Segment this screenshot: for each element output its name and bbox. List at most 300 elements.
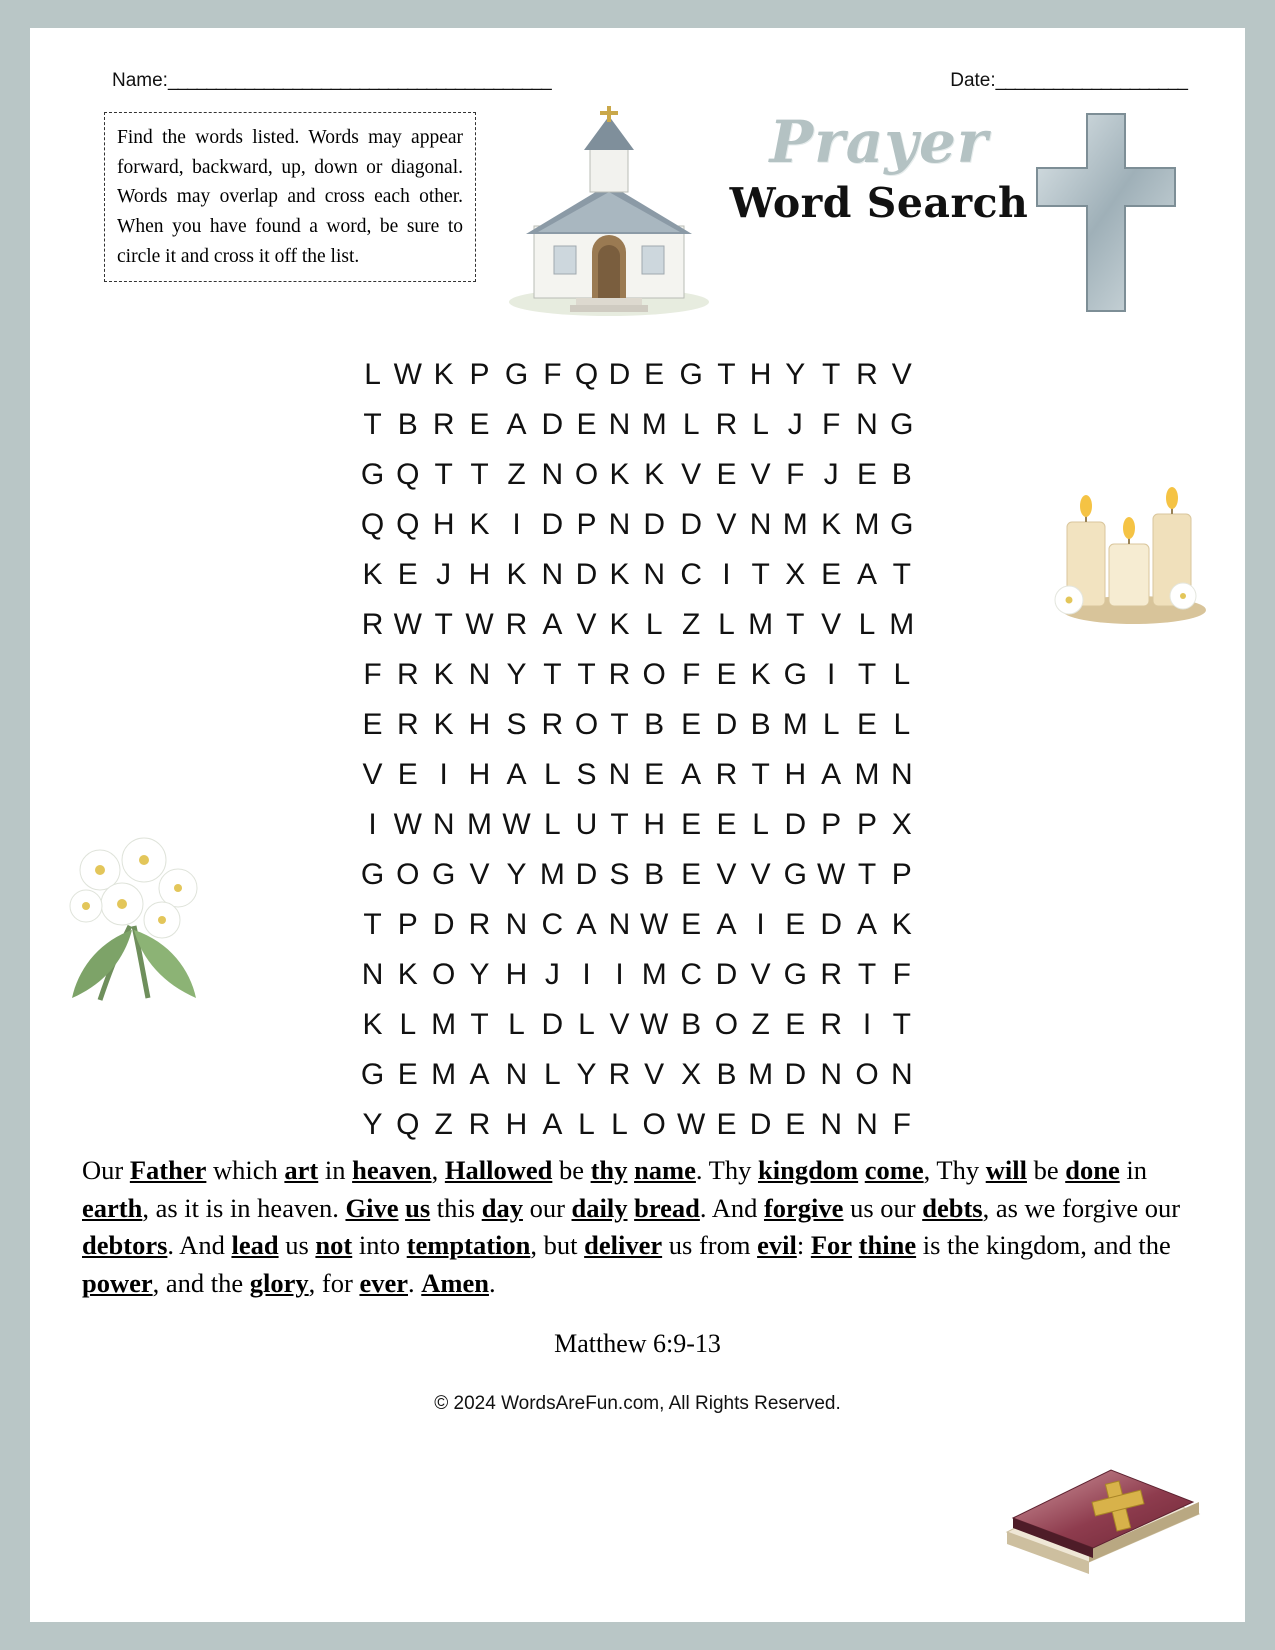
grid-cell[interactable]: A xyxy=(857,558,878,591)
grid-cell[interactable]: M xyxy=(748,1058,774,1091)
grid-cell[interactable]: Z xyxy=(751,1008,770,1041)
grid-cell[interactable]: K xyxy=(433,708,454,741)
grid-cell[interactable]: J xyxy=(544,958,560,991)
grid-cell[interactable]: G xyxy=(890,408,914,441)
grid-cell[interactable]: R xyxy=(468,1108,491,1141)
grid-cell[interactable]: W xyxy=(677,1108,706,1141)
grid-cell[interactable]: D xyxy=(715,708,738,741)
grid-cell[interactable]: A xyxy=(542,608,563,641)
grid-cell[interactable]: X xyxy=(681,1058,702,1091)
verse-keyword: art xyxy=(284,1155,319,1185)
grid-cell[interactable]: E xyxy=(785,908,806,941)
verse-fragment: . xyxy=(488,1267,496,1298)
grid-cell[interactable]: E xyxy=(644,358,665,391)
verse-keyword: daily xyxy=(571,1192,628,1223)
grid-cell[interactable]: R xyxy=(361,608,384,641)
grid-cell[interactable]: N xyxy=(505,908,528,941)
grid-cell[interactable]: T xyxy=(363,908,382,941)
grid-cell[interactable]: W xyxy=(393,808,422,841)
grid-cell[interactable]: F xyxy=(786,458,805,491)
verse-fragment: into xyxy=(352,1230,407,1261)
grid-cell[interactable]: K xyxy=(609,608,630,641)
grid-cell[interactable]: V xyxy=(750,858,771,891)
grid-cell[interactable]: Y xyxy=(785,358,806,391)
grid-cell[interactable]: G xyxy=(783,858,807,891)
grid-cell[interactable]: M xyxy=(748,608,774,641)
grid-cell[interactable]: O xyxy=(714,1008,739,1041)
grid-cell[interactable]: A xyxy=(821,758,842,791)
worksheet-sheet xyxy=(30,28,1245,1622)
grid-cell[interactable]: N xyxy=(541,558,564,591)
grid-cell[interactable]: R xyxy=(608,658,631,691)
grid-cell[interactable]: G xyxy=(783,958,807,991)
grid-cell[interactable]: R xyxy=(820,1008,842,1041)
grid-cell[interactable]: R xyxy=(820,958,842,991)
grid-cell[interactable]: X xyxy=(891,808,912,841)
grid-cell[interactable]: N xyxy=(856,1108,878,1141)
grid-cell[interactable]: Q xyxy=(574,358,599,391)
grid-cell[interactable]: G xyxy=(360,1058,385,1091)
grid-cell[interactable]: D xyxy=(608,358,631,391)
date-field[interactable] xyxy=(950,70,1187,92)
puzzle-area xyxy=(74,350,1201,1150)
grid-cell[interactable]: T xyxy=(857,958,877,991)
grid-cell[interactable]: O xyxy=(574,458,599,491)
grid-cell[interactable]: G xyxy=(783,658,807,691)
grid-cell[interactable]: L xyxy=(893,658,911,691)
grid-cell[interactable]: D xyxy=(575,558,598,591)
grid-cell[interactable]: U xyxy=(575,808,598,841)
grid-cell[interactable]: W xyxy=(393,608,422,641)
grid-cell[interactable]: F xyxy=(892,1108,911,1141)
grid-cell[interactable]: L xyxy=(578,1008,595,1041)
grid-cell[interactable]: E xyxy=(681,858,702,891)
grid-cell[interactable]: T xyxy=(857,858,877,891)
verse-keyword: kingdom xyxy=(757,1155,859,1185)
grid-cell[interactable]: E xyxy=(716,808,737,841)
grid-cell[interactable]: R xyxy=(505,608,528,641)
grid-cell[interactable]: N xyxy=(749,508,772,541)
grid-cell[interactable]: F xyxy=(892,958,911,991)
grid-cell[interactable]: M xyxy=(854,758,880,791)
grid-cell[interactable]: A xyxy=(469,1058,490,1091)
grid-cell[interactable]: P xyxy=(469,358,490,391)
grid-cell[interactable]: N xyxy=(820,1058,842,1091)
grid-cell[interactable]: B xyxy=(891,458,912,491)
grid-cell[interactable]: G xyxy=(431,858,456,891)
grid-cell[interactable]: H xyxy=(505,1108,528,1141)
grid-cell[interactable]: N xyxy=(608,908,631,941)
grid-cell[interactable]: M xyxy=(467,808,493,841)
grid-cell[interactable]: N xyxy=(890,758,913,791)
grid-cell[interactable]: J xyxy=(823,458,839,491)
name-rule: ________________________________________ xyxy=(167,70,551,91)
grid-cell[interactable]: N xyxy=(541,458,564,491)
grid-cell[interactable]: L xyxy=(611,1108,628,1141)
instructions-box xyxy=(104,112,476,282)
grid-cell[interactable]: T xyxy=(892,558,911,591)
grid-cell[interactable]: V xyxy=(750,958,771,991)
verse-keyword: Hallowed xyxy=(444,1155,553,1185)
grid-cell[interactable]: R xyxy=(856,358,878,391)
grid-cell[interactable]: E xyxy=(821,558,842,591)
grid-cell[interactable]: V xyxy=(716,858,737,891)
grid-cell[interactable]: N xyxy=(608,508,631,541)
verse-fragment: our xyxy=(522,1192,572,1223)
grid-cell[interactable]: G xyxy=(504,358,529,391)
grid-cell[interactable]: A xyxy=(506,758,527,791)
grid-cell[interactable]: H xyxy=(643,808,666,841)
grid-cell[interactable]: K xyxy=(821,508,842,541)
grid-cell[interactable]: O xyxy=(431,958,456,991)
grid-cell[interactable]: I xyxy=(862,1008,872,1041)
grid-cell[interactable]: E xyxy=(681,708,702,741)
verse-keyword: heaven xyxy=(352,1155,432,1185)
grid-cell[interactable]: K xyxy=(362,558,383,591)
grid-cell[interactable]: V xyxy=(891,358,912,391)
grid-cell[interactable]: A xyxy=(576,908,597,941)
grid-cell[interactable]: O xyxy=(855,1058,879,1091)
grid-cell[interactable]: I xyxy=(615,958,624,991)
grid-cell[interactable]: L xyxy=(544,808,561,841)
grid-cell[interactable]: H xyxy=(468,558,491,591)
grid-cell[interactable]: T xyxy=(434,608,453,641)
grid-cell[interactable]: C xyxy=(680,958,703,991)
grid-cell[interactable]: B xyxy=(397,408,418,441)
grid-cell[interactable]: C xyxy=(541,908,564,941)
grid-cell[interactable]: Y xyxy=(469,958,490,991)
grid-cell[interactable]: V xyxy=(750,458,771,491)
grid-cell[interactable]: E xyxy=(716,658,737,691)
grid-cell[interactable]: D xyxy=(749,1108,772,1141)
verse-fragment: . And xyxy=(699,1192,764,1223)
grid-cell[interactable]: M xyxy=(782,508,808,541)
grid-cell[interactable]: H xyxy=(432,508,455,541)
grid-cell[interactable]: V xyxy=(821,608,842,641)
grid-cell[interactable]: E xyxy=(681,808,702,841)
grid-cell[interactable]: K xyxy=(644,458,665,491)
grid-cell[interactable]: Q xyxy=(396,508,420,541)
grid-cell[interactable]: L xyxy=(544,758,561,791)
grid-cell[interactable]: F xyxy=(821,408,841,441)
grid-cell[interactable]: K xyxy=(433,358,454,391)
flowers-icon xyxy=(48,830,218,1005)
grid-row xyxy=(356,400,920,450)
grid-cell[interactable]: M xyxy=(431,1008,457,1041)
grid-cell[interactable]: W xyxy=(393,358,422,391)
grid-cell[interactable]: G xyxy=(360,458,385,491)
grid-cell[interactable]: H xyxy=(468,758,491,791)
grid-cell[interactable]: X xyxy=(785,558,806,591)
grid-cell[interactable]: V xyxy=(576,608,597,641)
grid-cell[interactable]: M xyxy=(854,508,880,541)
grid-cell[interactable]: L xyxy=(858,608,876,641)
grid-cell[interactable]: V xyxy=(716,508,737,541)
grid-row xyxy=(356,1000,920,1050)
grid-cell[interactable]: L xyxy=(364,358,381,391)
grid-cell[interactable]: D xyxy=(432,908,455,941)
grid-cell[interactable]: V xyxy=(469,858,490,891)
grid-cell[interactable]: A xyxy=(681,758,702,791)
verse-fragment: in xyxy=(1119,1155,1147,1185)
grid-cell[interactable]: E xyxy=(716,1108,737,1141)
grid-cell[interactable]: Y xyxy=(506,658,527,691)
date-label: Date: xyxy=(950,70,996,91)
grid-cell[interactable]: E xyxy=(644,758,665,791)
grid-cell[interactable]: C xyxy=(680,558,703,591)
grid-cell[interactable]: M xyxy=(782,708,808,741)
grid-cell[interactable]: T xyxy=(577,658,596,691)
grid-cell[interactable]: I xyxy=(439,758,448,791)
grid-cell[interactable]: M xyxy=(641,958,667,991)
grid-cell[interactable]: N xyxy=(890,1058,913,1091)
grid-cell[interactable]: K xyxy=(891,908,912,941)
grid-cell[interactable]: T xyxy=(610,708,629,741)
grid-cell[interactable]: S xyxy=(576,758,597,791)
grid-cell[interactable]: O xyxy=(574,708,599,741)
grid-cell[interactable]: Q xyxy=(396,1108,420,1141)
grid-cell[interactable]: D xyxy=(541,508,564,541)
grid-cell[interactable]: W xyxy=(640,1008,669,1041)
grid-cell[interactable]: Y xyxy=(576,1058,597,1091)
grid-cell[interactable]: V xyxy=(681,458,702,491)
grid-cell[interactable]: P xyxy=(576,508,597,541)
grid-cell[interactable]: R xyxy=(715,758,738,791)
grid-cell[interactable]: E xyxy=(681,908,702,941)
grid-cell[interactable]: B xyxy=(716,1058,737,1091)
grid-cell[interactable]: Z xyxy=(434,1108,453,1141)
grid-cell[interactable]: N xyxy=(432,808,455,841)
grid-cell[interactable]: D xyxy=(541,408,564,441)
grid-cell[interactable]: E xyxy=(469,408,490,441)
grid-cell[interactable]: R xyxy=(608,1058,631,1091)
grid-cell[interactable]: K xyxy=(609,558,630,591)
grid-cell[interactable]: N xyxy=(608,758,631,791)
header-block xyxy=(74,106,1201,346)
grid-cell[interactable]: H xyxy=(468,708,491,741)
verse-fragment: , xyxy=(431,1155,445,1185)
grid-cell[interactable]: K xyxy=(609,458,630,491)
title-block xyxy=(714,108,1044,227)
grid-cell[interactable]: Z xyxy=(682,608,701,641)
grid-cell[interactable]: T xyxy=(543,658,562,691)
grid-cell[interactable]: M xyxy=(889,608,915,641)
grid-cell[interactable]: J xyxy=(436,558,452,591)
grid-cell[interactable]: R xyxy=(396,708,419,741)
grid-cell[interactable]: T xyxy=(470,1008,489,1041)
grid-cell[interactable]: T xyxy=(821,358,841,391)
grid-cell[interactable]: S xyxy=(609,858,630,891)
name-label: Name: xyxy=(112,70,168,91)
grid-cell[interactable]: T xyxy=(470,458,489,491)
grid-cell[interactable]: L xyxy=(578,1108,595,1141)
grid-cell[interactable]: Q xyxy=(396,458,420,491)
grid-cell[interactable]: Z xyxy=(507,458,526,491)
grid-cell[interactable]: B xyxy=(644,708,665,741)
grid-cell[interactable]: N xyxy=(608,408,631,441)
grid-cell[interactable]: P xyxy=(857,808,878,841)
verse-keyword: temptation xyxy=(406,1230,531,1261)
verse-fragment: in xyxy=(318,1155,353,1185)
grid-cell[interactable]: R xyxy=(396,658,419,691)
grid-cell[interactable]: A xyxy=(542,1108,563,1141)
grid-cell[interactable]: O xyxy=(642,658,666,691)
grid-cell[interactable]: B xyxy=(681,1008,702,1041)
verse-keyword: done xyxy=(1065,1155,1120,1185)
grid-cell[interactable]: W xyxy=(640,908,669,941)
grid-cell[interactable]: R xyxy=(715,408,738,441)
grid-cell[interactable]: K xyxy=(433,658,454,691)
grid-row xyxy=(356,550,920,600)
grid-cell[interactable]: E xyxy=(397,558,418,591)
grid-cell[interactable]: V xyxy=(609,1008,630,1041)
grid-cell[interactable]: H xyxy=(784,758,807,791)
grid-cell[interactable]: E xyxy=(785,1008,806,1041)
grid-cell[interactable]: L xyxy=(822,708,840,741)
grid-cell[interactable]: P xyxy=(821,808,842,841)
grid-cell[interactable]: K xyxy=(469,508,490,541)
grid-cell[interactable]: D xyxy=(643,508,666,541)
grid-cell[interactable]: L xyxy=(893,708,911,741)
grid-cell[interactable]: D xyxy=(784,1058,807,1091)
grid-cell[interactable]: E xyxy=(857,458,878,491)
grid-cell[interactable]: R xyxy=(432,408,455,441)
grid-cell[interactable]: T xyxy=(786,608,805,641)
name-field[interactable] xyxy=(112,70,551,92)
grid-cell[interactable]: N xyxy=(505,1058,528,1091)
verse-fragment: us our xyxy=(843,1192,923,1223)
grid-cell[interactable]: T xyxy=(892,1008,911,1041)
grid-cell[interactable]: E xyxy=(397,758,418,791)
word-search-grid[interactable] xyxy=(356,350,920,1150)
grid-cell[interactable]: A xyxy=(716,908,737,941)
grid-cell[interactable]: P xyxy=(891,858,912,891)
date-rule: ____________________ xyxy=(995,70,1187,91)
grid-cell[interactable]: K xyxy=(750,658,771,691)
grid-cell[interactable]: N xyxy=(643,558,666,591)
grid-cell[interactable]: T xyxy=(610,808,629,841)
grid-cell[interactable]: L xyxy=(752,808,769,841)
grid-cell[interactable]: A xyxy=(857,908,878,941)
grid-cell[interactable]: N xyxy=(361,958,384,991)
grid-cell[interactable]: N xyxy=(856,408,878,441)
verse-keyword: day xyxy=(481,1192,523,1223)
grid-cell[interactable]: E xyxy=(362,708,383,741)
grid-cell[interactable]: P xyxy=(397,908,418,941)
grid-cell[interactable]: N xyxy=(468,658,491,691)
grid-cell[interactable]: J xyxy=(787,408,803,441)
grid-cell[interactable]: E xyxy=(857,708,878,741)
verse-reference: Matthew 6:9-13 xyxy=(554,1328,721,1358)
grid-cell[interactable]: L xyxy=(752,408,769,441)
grid-cell[interactable]: I xyxy=(368,808,377,841)
grid-row xyxy=(356,850,920,900)
grid-row xyxy=(356,700,920,750)
grid-cell[interactable]: I xyxy=(826,658,836,691)
grid-row xyxy=(356,600,920,650)
grid-cell[interactable]: B xyxy=(644,858,665,891)
grid-cell[interactable]: K xyxy=(362,1008,383,1041)
grid-cell[interactable]: T xyxy=(717,358,736,391)
grid-cell[interactable]: F xyxy=(363,658,382,691)
grid-cell[interactable]: T xyxy=(363,408,382,441)
verse-fragment: , as it is in heaven. xyxy=(142,1192,346,1223)
instructions-text: Find the words listed. Words may appear forward, backward, up, down or diagonal. Words may overlap and cross each other. When you have found a word, be sure to circle it and cross it off the list. xyxy=(117,127,463,267)
grid-cell[interactable]: F xyxy=(543,358,562,391)
grid-cell[interactable]: L xyxy=(399,1008,417,1041)
grid-cell[interactable]: O xyxy=(396,858,420,891)
grid-cell[interactable]: M xyxy=(431,1058,457,1091)
grid-cell[interactable]: E xyxy=(716,458,737,491)
grid-cell[interactable]: R xyxy=(468,908,491,941)
grid-cell[interactable]: R xyxy=(541,708,564,741)
grid-cell[interactable]: G xyxy=(890,508,914,541)
grid-cell[interactable]: M xyxy=(641,408,667,441)
grid-cell[interactable]: E xyxy=(785,1108,806,1141)
grid-cell[interactable]: D xyxy=(715,958,738,991)
grid-cell[interactable]: V xyxy=(362,758,383,791)
grid-cell[interactable]: I xyxy=(582,958,591,991)
grid-cell[interactable]: T xyxy=(751,758,770,791)
grid-cell[interactable]: K xyxy=(506,558,527,591)
grid-cell[interactable]: L xyxy=(544,1058,561,1091)
grid-cell[interactable]: V xyxy=(644,1058,665,1091)
grid-cell[interactable]: E xyxy=(576,408,597,441)
grid-cell[interactable]: E xyxy=(397,1058,418,1091)
grid-cell[interactable]: N xyxy=(820,1108,842,1141)
grid-cell[interactable]: T xyxy=(434,458,453,491)
grid-cell[interactable]: A xyxy=(506,408,527,441)
grid-cell[interactable]: G xyxy=(360,858,385,891)
grid-cell[interactable]: T xyxy=(857,658,877,691)
grid-cell[interactable]: D xyxy=(680,508,703,541)
grid-cell[interactable]: W xyxy=(816,858,846,891)
grid-cell[interactable]: L xyxy=(718,608,735,641)
grid-cell[interactable]: L xyxy=(682,408,700,441)
grid-cell[interactable]: I xyxy=(722,558,731,591)
grid-cell[interactable]: F xyxy=(682,658,701,691)
grid-cell[interactable]: I xyxy=(512,508,521,541)
grid-cell[interactable]: D xyxy=(784,808,807,841)
grid-cell[interactable]: W xyxy=(502,808,531,841)
cross-icon xyxy=(1031,106,1181,321)
grid-cell[interactable]: L xyxy=(508,1008,525,1041)
grid-cell[interactable]: K xyxy=(397,958,418,991)
verse-fragment xyxy=(852,1230,859,1260)
grid-body xyxy=(356,350,920,1150)
grid-cell[interactable]: B xyxy=(750,708,771,741)
grid-row xyxy=(356,650,920,700)
grid-cell[interactable]: Y xyxy=(362,1108,383,1141)
grid-cell[interactable]: Q xyxy=(360,508,385,541)
grid-cell[interactable]: G xyxy=(679,358,703,391)
grid-cell[interactable]: Y xyxy=(506,858,527,891)
grid-cell[interactable]: M xyxy=(539,858,565,891)
grid-cell[interactable]: O xyxy=(642,1108,666,1141)
grid-cell[interactable]: D xyxy=(820,908,842,941)
grid-cell[interactable]: D xyxy=(575,858,598,891)
name-date-row xyxy=(74,64,1201,92)
grid-cell[interactable]: T xyxy=(751,558,770,591)
grid-row xyxy=(356,1050,920,1100)
grid-cell[interactable]: S xyxy=(506,708,527,741)
grid-cell[interactable]: H xyxy=(505,958,528,991)
grid-cell[interactable]: D xyxy=(541,1008,564,1041)
grid-cell[interactable]: W xyxy=(465,608,494,641)
grid-cell[interactable]: H xyxy=(749,358,772,391)
grid-cell[interactable]: L xyxy=(645,608,663,641)
grid-cell[interactable]: I xyxy=(756,908,765,941)
